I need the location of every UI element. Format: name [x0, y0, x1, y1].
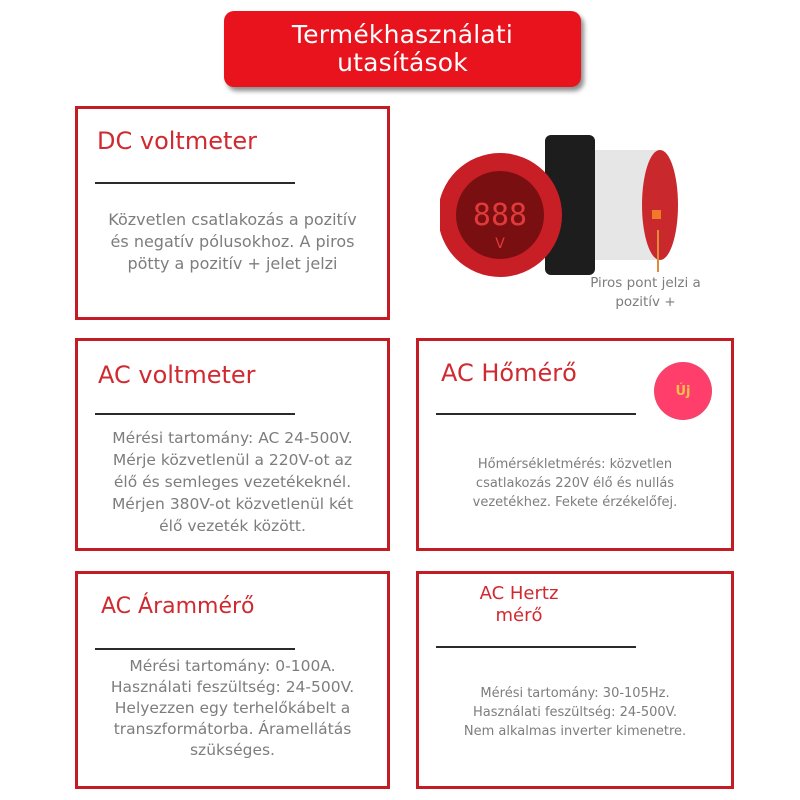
- card-title: AC Hőmérő: [441, 359, 577, 387]
- voltmeter-product-image: [440, 120, 700, 290]
- callout-leader-line: [657, 230, 659, 272]
- card-description: Mérési tartomány: AC 24-500V. Mérje közvetlenül a 220V-ot az élő és semleges vezetékeknél. Mérjen 380V-ot közvetlenül két élő vezeték között.: [111, 429, 354, 535]
- divider: [95, 413, 295, 415]
- card-ac-voltmeter: [75, 338, 390, 551]
- divider: [436, 646, 636, 648]
- card-description: Hőmérsékletmérés: közvetlen csatlakozás 220V élő és nullás vezetékhez. Fekete érzékelőfej.: [472, 457, 678, 510]
- card-title: AC Árammérő: [101, 594, 255, 619]
- title-banner: [224, 11, 581, 87]
- card-dc-voltmeter: [75, 106, 390, 320]
- card-description: Mérési tartomány: 30-105Hz. Használati feszültség: 24-500V. Nem alkalmas inverter kimenetre.: [463, 686, 687, 739]
- divider: [95, 182, 295, 184]
- card-ac-ammeter: [75, 571, 390, 789]
- positive-dot-callout: Piros pont jelzi a pozitív +: [590, 275, 701, 310]
- card-description: Közvetlen csatlakozás a pozitív és negatív pólusokhoz. A piros pötty a pozitív + jelet jelzi: [108, 210, 357, 273]
- card-title: AC Hertz mérő: [479, 583, 559, 626]
- svg-text:V: V: [495, 236, 505, 252]
- divider: [95, 648, 295, 650]
- card-ac-hertz-meter: [416, 571, 734, 789]
- divider: [436, 413, 636, 415]
- card-description: Mérési tartomány: 0-100A. Használati feszültség: 24-500V. Helyezzen egy terhelőkábelt a transzformátorba. Áramellátás szükséges.: [110, 657, 355, 759]
- title-line-1: Termékhasználati: [291, 20, 514, 49]
- svg-text:888: 888: [472, 198, 528, 233]
- title-line-2: utasítások: [337, 48, 468, 77]
- card-title: DC voltmeter: [97, 127, 258, 155]
- card-title: AC voltmeter: [98, 361, 256, 389]
- new-badge: Új: [654, 362, 712, 420]
